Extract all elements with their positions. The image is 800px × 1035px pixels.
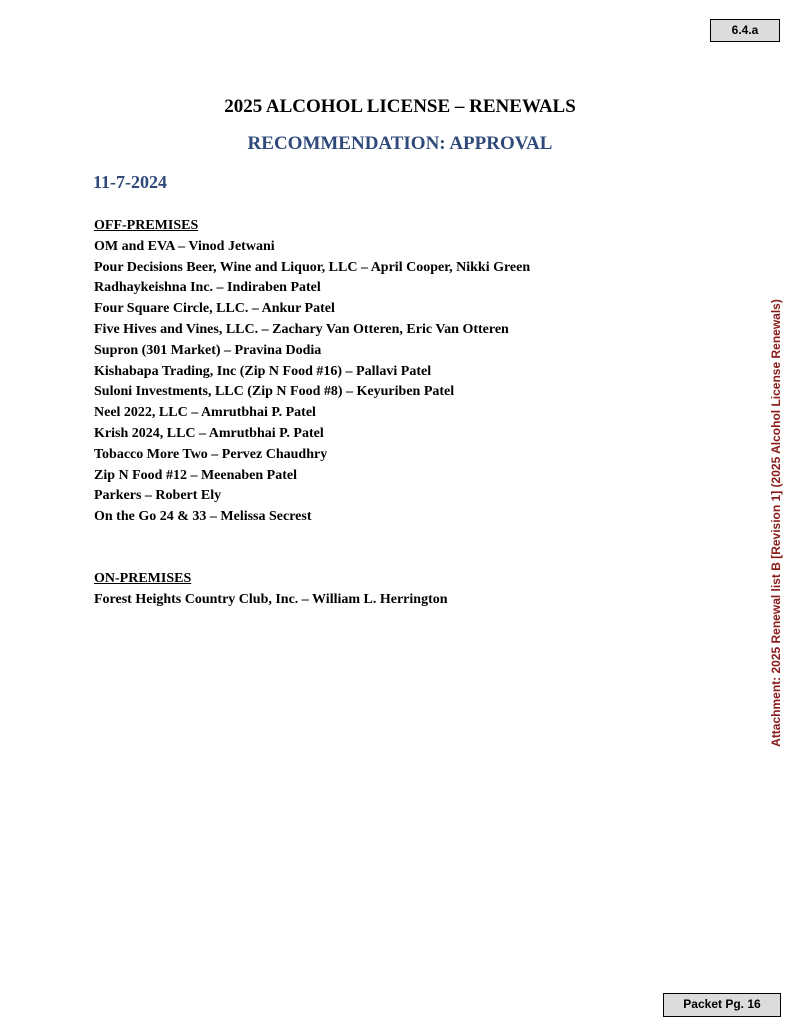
page-label-badge: 6.4.a xyxy=(710,19,780,42)
license-list-item: Forest Heights Country Club, Inc. – William L. Herrington xyxy=(94,591,448,607)
license-list-item: Zip N Food #12 – Meenaben Patel xyxy=(94,467,297,483)
recommendation-subtitle: RECOMMENDATION: APPROVAL xyxy=(247,133,553,154)
license-list-item: Radhaykeishna Inc. – Indiraben Patel xyxy=(94,280,321,296)
license-list-item: Pour Decisions Beer, Wine and Liquor, LLC – April Cooper, Nikki Green xyxy=(94,259,531,275)
packet-page-badge: Packet Pg. 16 xyxy=(663,993,781,1017)
license-list-item: Four Square Circle, LLC. – Ankur Patel xyxy=(94,301,335,317)
license-list-item: OM and EVA – Vinod Jetwani xyxy=(94,238,275,254)
license-list-item: Five Hives and Vines, LLC. – Zachary Van Otteren, Eric Van Otteren xyxy=(94,321,509,337)
license-list-item: Parkers – Robert Ely xyxy=(94,488,222,504)
off-premises-heading: OFF-PREMISES xyxy=(94,218,199,233)
document-date: 11-7-2024 xyxy=(93,172,167,192)
license-list-item: Neel 2022, LLC – Amrutbhai P. Patel xyxy=(94,405,316,421)
license-list-item: Krish 2024, LLC – Amrutbhai P. Patel xyxy=(94,425,324,441)
license-list-item: Suloni Investments, LLC (Zip N Food #8) – Keyuriben Patel xyxy=(94,384,455,400)
license-list-item: Kishabapa Trading, Inc (Zip N Food #16) – Pallavi Patel xyxy=(94,363,432,379)
license-list-item: On the Go 24 & 33 – Melissa Secrest xyxy=(94,509,312,525)
page-title: 2025 ALCOHOL LICENSE – RENEWALS xyxy=(224,96,576,117)
off-premises-section xyxy=(94,216,530,528)
license-list-item: Supron (301 Market) – Pravina Dodia xyxy=(94,342,322,358)
on-premises-heading: ON-PREMISES xyxy=(94,571,192,586)
license-list-item: Tobacco More Two – Pervez Chaudhry xyxy=(94,446,328,462)
attachment-side-note: Attachment: 2025 Renewal list B [Revision 1] (2025 Alcohol License Renewals) xyxy=(769,299,783,747)
on-premises-section xyxy=(94,569,448,611)
